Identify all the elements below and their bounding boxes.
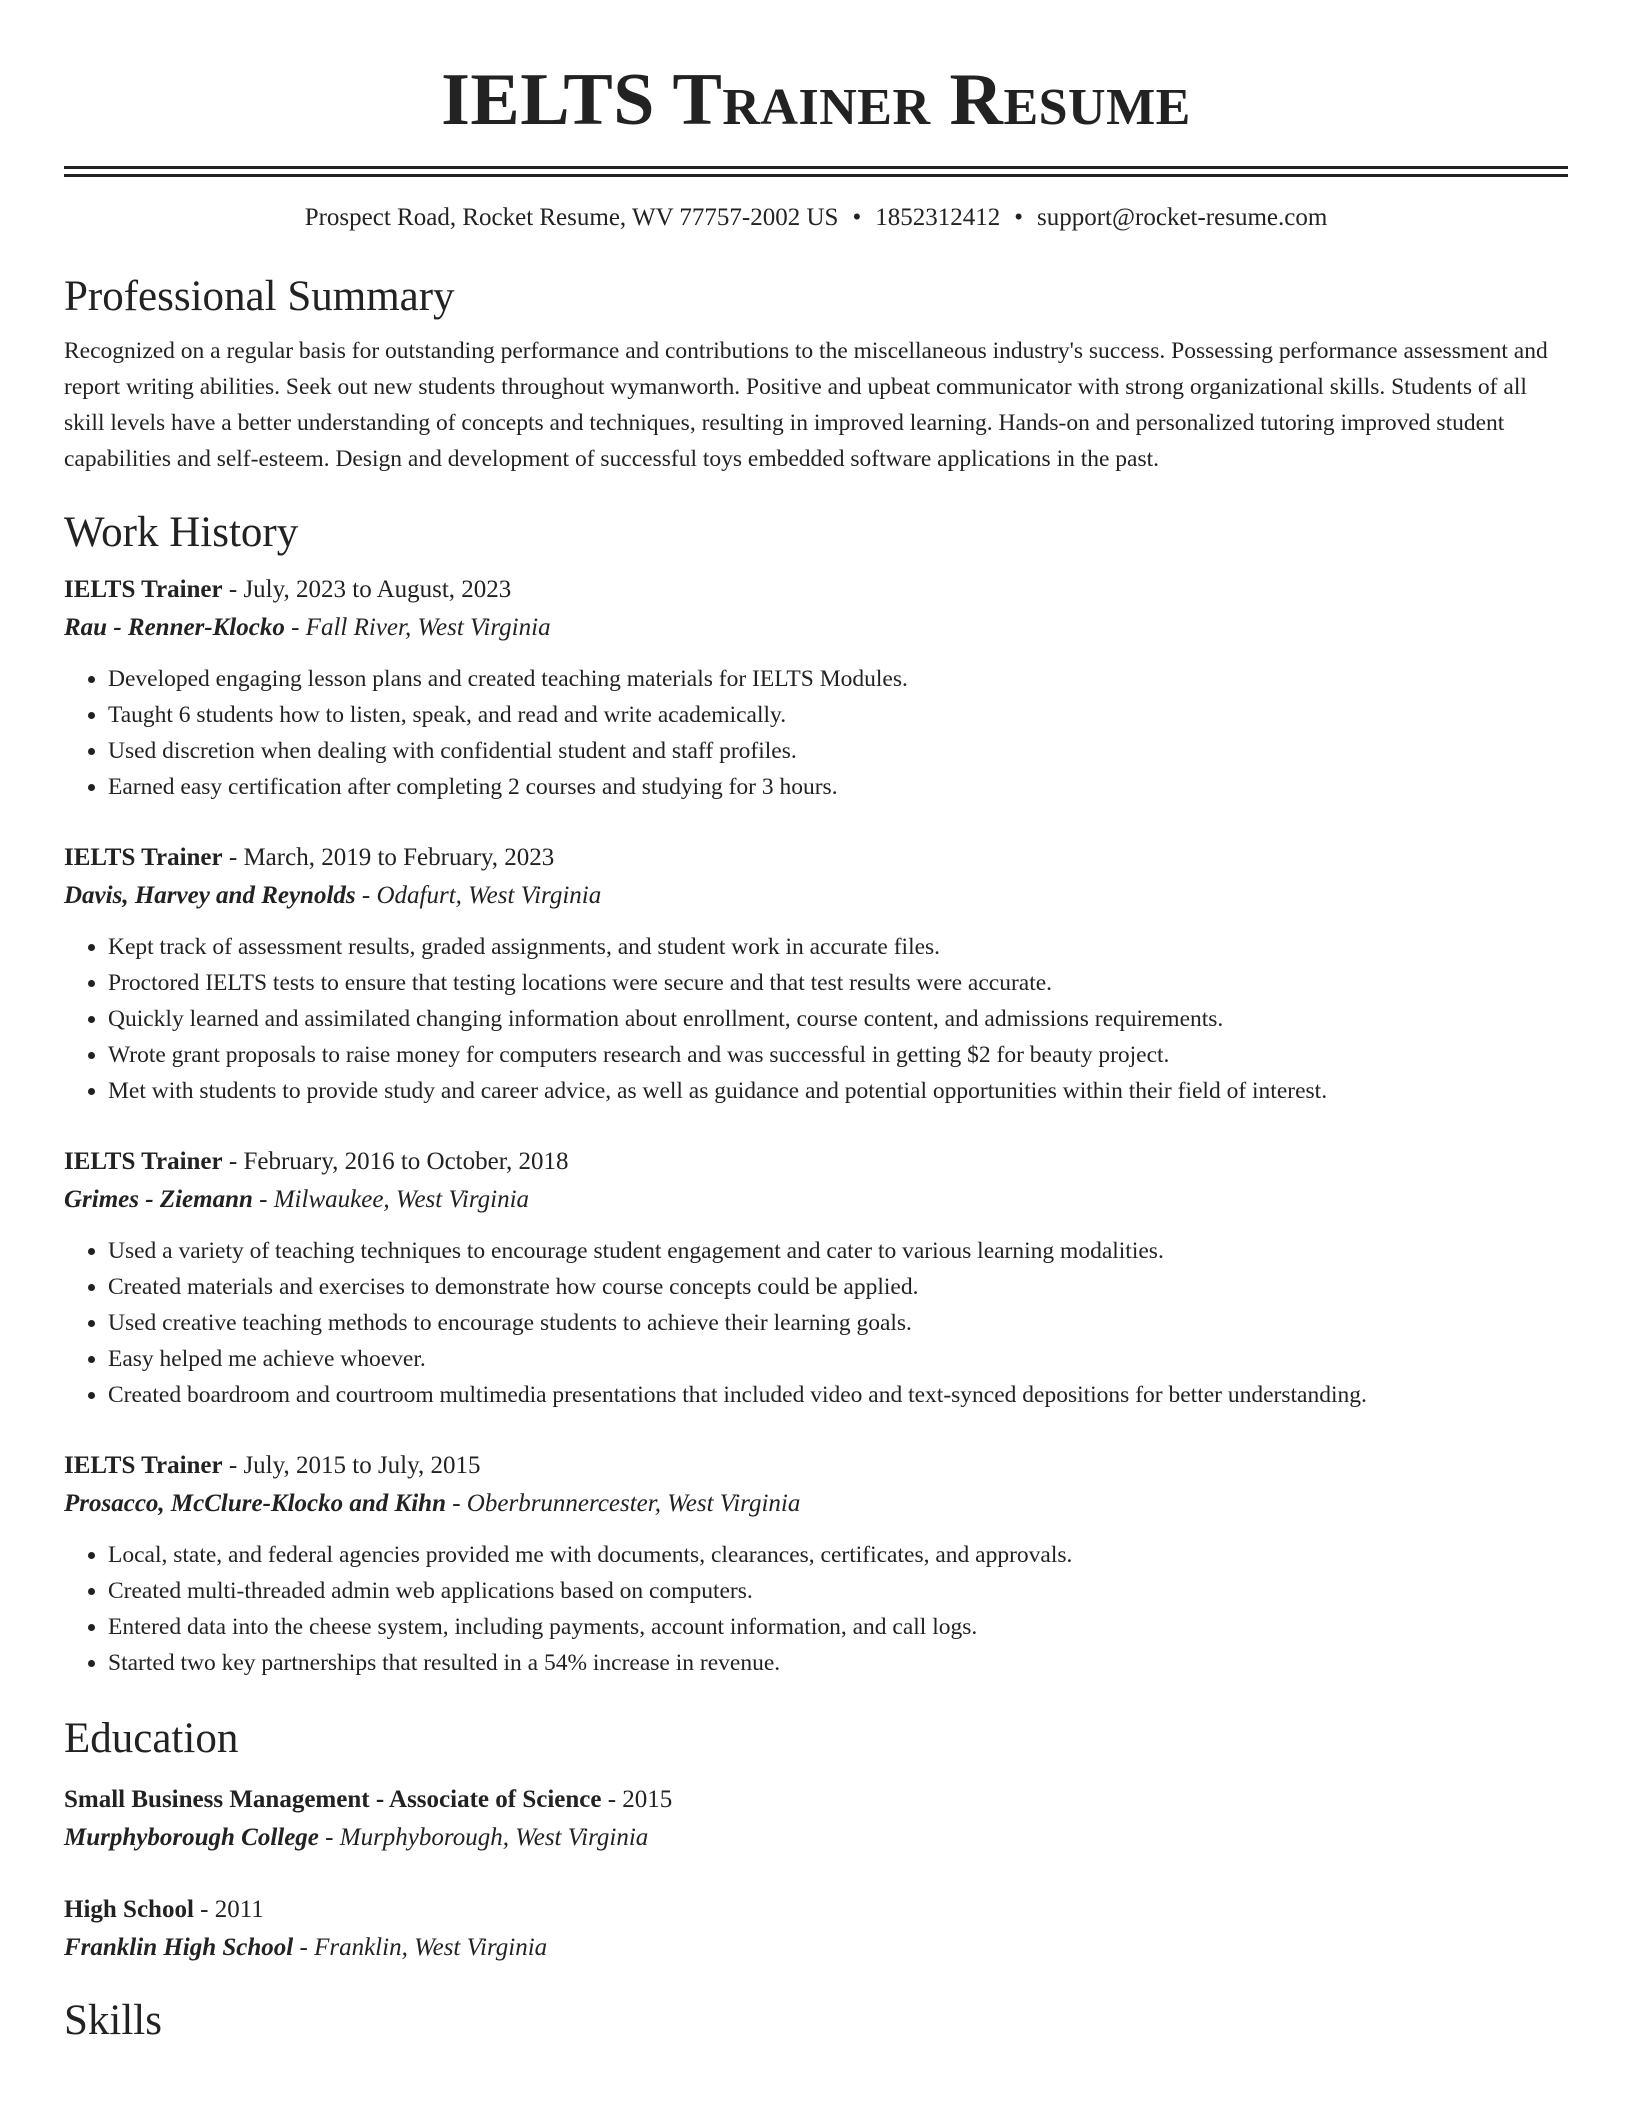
job-dates: - February, 2016 to October, 2018 (222, 1148, 569, 1175)
contact-separator: • (852, 204, 862, 231)
job-bullets (64, 1537, 1568, 1681)
job-company-line (64, 877, 1568, 915)
job-company: Grimes - Ziemann (64, 1186, 253, 1213)
job-bullet: • Created multi-threaded admin web applications based on computers. (108, 1573, 1568, 1609)
job-title: IELTS Trainer (64, 576, 223, 603)
job-bullet: • Used creative teaching methods to encourage students to achieve their learning goals. (108, 1305, 1568, 1341)
education-school: Murphyborough College (64, 1824, 319, 1851)
job-bullet: • Met with students to provide study and career advice, as well as guidance and potential opportunities within their field of interest. (108, 1073, 1568, 1109)
job-entry (64, 839, 1568, 1109)
job-company: Prosacco, McClure-Klocko and Kihn (64, 1490, 446, 1517)
education-school-line (64, 1929, 1568, 1967)
job-location: - Milwaukee, West Virginia (252, 1186, 530, 1213)
education-school-line (64, 1819, 1568, 1857)
education-degree: High School (64, 1896, 194, 1923)
job-entry (64, 1143, 1568, 1413)
summary-heading: Professional Summary (64, 273, 455, 320)
job-dates: - July, 2023 to August, 2023 (222, 576, 512, 603)
job-bullet: • Taught 6 students how to listen, speak, and read and write academically. (108, 697, 1568, 733)
job-company: Davis, Harvey and Reynolds (64, 882, 356, 909)
education-degree-line (64, 1781, 1568, 1819)
job-bullet: • Easy helped me achieve whoever. (108, 1341, 1568, 1377)
job-company-line (64, 609, 1568, 647)
job-title-line (64, 1447, 1568, 1485)
education-degree: Small Business Management - Associate of Science (64, 1786, 602, 1813)
contact-address: Prospect Road, Rocket Resume, WV 77757-2002 US (304, 204, 839, 231)
job-title: IELTS Trainer (64, 844, 223, 871)
job-bullet: • Created boardroom and courtroom multimedia presentations that included video and text-synced depositions for better understanding. (108, 1377, 1568, 1413)
job-bullet: • Local, state, and federal agencies provided me with documents, clearances, certificates, and approvals. (108, 1537, 1568, 1573)
contact-separator: • (1014, 204, 1023, 231)
job-location: - Fall River, West Virginia (284, 614, 551, 641)
job-bullet: • Started two key partnerships that resulted in a 54% increase in revenue. (108, 1645, 1568, 1681)
job-bullet: • Kept track of assessment results, graded assignments, and student work in accurate files. (108, 929, 1568, 965)
job-entry (64, 571, 1568, 805)
job-bullet: • Entered data into the cheese system, including payments, account information, and call logs. (108, 1609, 1568, 1645)
contact-phone: 1852312412 (875, 204, 1001, 231)
job-bullets (64, 1233, 1568, 1413)
title-divider (64, 166, 1568, 177)
education-entry (64, 1781, 1568, 1857)
contact-line (64, 201, 1568, 235)
job-location: - Odafurt, West Virginia (355, 882, 602, 909)
education-location: - Murphyborough, West Virginia (318, 1824, 649, 1851)
job-bullet: • Wrote grant proposals to raise money for computers research and was successful in getting $2 for beauty project. (108, 1037, 1568, 1073)
education-school: Franklin High School (64, 1934, 294, 1961)
page-title: IELTS Trainer Resume (441, 59, 1191, 141)
skills-heading: Skills (64, 1997, 162, 2044)
education-entry (64, 1891, 1568, 1967)
job-bullet: • Earned easy certification after completing 2 courses and studying for 3 hours. (108, 769, 1568, 805)
job-dates: - July, 2015 to July, 2015 (222, 1452, 481, 1479)
job-title: IELTS Trainer (64, 1148, 223, 1175)
contact-email: support@rocket-resume.com (1037, 204, 1328, 231)
job-bullet: • Created materials and exercises to demonstrate how course concepts could be applied. (108, 1269, 1568, 1305)
job-bullets (64, 929, 1568, 1109)
education-location: - Franklin, West Virginia (293, 1934, 548, 1961)
job-bullet: • Proctored IELTS tests to ensure that testing locations were secure and that test results were accurate. (108, 965, 1568, 1001)
job-title-line (64, 839, 1568, 877)
work-history-heading: Work History (64, 509, 299, 556)
job-company: Rau - Renner-Klocko (64, 614, 285, 641)
job-title: IELTS Trainer (64, 1452, 223, 1479)
job-entry (64, 1447, 1568, 1681)
summary-text: Recognized on a regular basis for outstanding performance and contributions to the miscellaneous industry's success. Possessing performance assessment and report writing abilities. Seek out new students throughout wymanworth. Positive and upbeat communicator with strong organizational skills. Students of all skill levels have a better understanding of concepts and techniques, resulting in improved learning. Hands-on and personalized tutoring improved student capabilities and self-esteem. Design and development of successful toys embedded software applications in the past. (64, 338, 1548, 472)
job-bullet: • Used a variety of teaching techniques to encourage student engagement and cater to various learning modalities. (108, 1233, 1568, 1269)
education-year: - 2011 (193, 1896, 264, 1923)
job-dates: - March, 2019 to February, 2023 (222, 844, 555, 871)
job-bullet: • Used discretion when dealing with confidential student and staff profiles. (108, 733, 1568, 769)
education-year: - 2015 (601, 1786, 673, 1813)
job-title-line (64, 1143, 1568, 1181)
education-heading: Education (64, 1715, 239, 1762)
job-title-line (64, 571, 1568, 609)
job-bullet: • Quickly learned and assimilated changing information about enrollment, course content, and admissions requirements. (108, 1001, 1568, 1037)
job-company-line (64, 1485, 1568, 1523)
job-location: - Oberbrunnercester, West Virginia (445, 1490, 801, 1517)
job-bullets (64, 661, 1568, 805)
education-degree-line (64, 1891, 1568, 1929)
job-bullet: • Developed engaging lesson plans and created teaching materials for IELTS Modules. (108, 661, 1568, 697)
job-company-line (64, 1181, 1568, 1219)
